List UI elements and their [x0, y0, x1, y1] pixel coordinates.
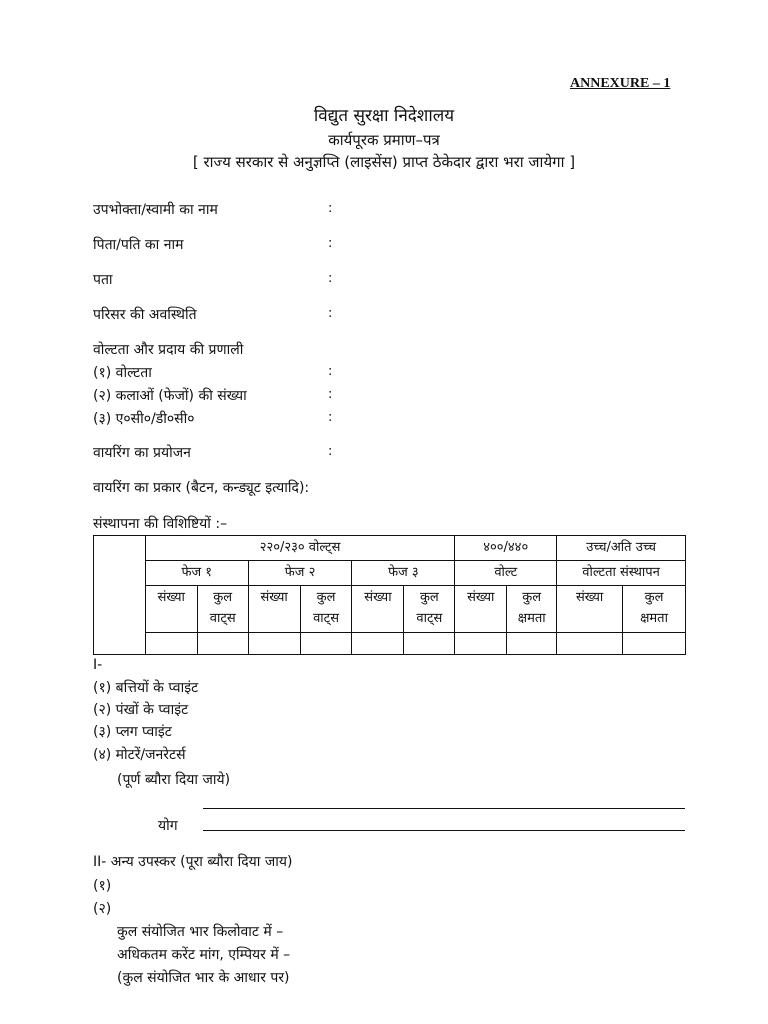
address-label: पता [93, 272, 113, 288]
section-1-detail: (पूर्ण ब्यौरा दिया जाये) [117, 772, 231, 788]
voltage-heading: वोल्टता और प्रदाय की प्रणाली [93, 342, 244, 358]
section-2-item: (१) [93, 878, 112, 894]
spec-total-watts: कुल वाट्स [404, 586, 455, 633]
spec-empty-cell [300, 633, 352, 655]
spec-col-400: ४००/४४० [455, 536, 557, 561]
page-note: [ राज्य सरकार से अनुज्ञप्ति (लाइसेंस) प्राप्त ठेकेदार द्वारा भरा जायेगा ] [192, 153, 576, 171]
spec-phase-1: फेज १ [145, 561, 248, 586]
spec-col-high-sub: वोल्टता संस्थापन [557, 561, 686, 586]
spec-phase-3: फेज ३ [352, 561, 455, 586]
colon: : [328, 236, 333, 251]
spec-count: संख्या [352, 586, 404, 633]
section-1-item: (२) पंखों के प्वाइंट [93, 702, 189, 718]
spec-count: संख्या [455, 586, 507, 633]
colon: : [328, 410, 333, 425]
spec-col-high: उच्च/अति उच्च [557, 536, 686, 561]
section-1-item: (१) बत्तियों के प्वाइंट [93, 680, 199, 696]
max-demand-label: अधिकतम करेंट मांग, एम्पियर में – [117, 947, 291, 963]
colon: : [328, 387, 333, 402]
spec-empty-cell [623, 633, 686, 655]
spec-empty-cell [404, 633, 455, 655]
spec-empty-cell [248, 633, 300, 655]
spec-total-watts: कुल वाट्स [300, 586, 352, 633]
spec-count: संख्या [145, 586, 197, 633]
spec-total-capacity: कुल क्षमता [507, 586, 557, 633]
spec-count: संख्या [557, 586, 623, 633]
total-rule [203, 808, 685, 809]
spec-empty-cell [145, 633, 197, 655]
section-1-item: (३) प्लग प्वाइंट [93, 724, 172, 740]
connected-load-label: कुल संयोजित भार किलोवाट में – [117, 924, 284, 940]
voltage-label: (१) वोल्टता [93, 365, 152, 381]
spec-col-220: २२०/२३० वोल्ट्स [145, 536, 455, 561]
colon: : [328, 306, 333, 321]
acdc-label: (३) ए०सी०/डी०सी० [93, 411, 195, 427]
page-subtitle: कार्यपूरक प्रमाण–पत्र [328, 131, 440, 149]
wiring-type-label: वायरिंग का प्रकार (बैटन, कन्ड्यूट इत्यादि): [93, 480, 310, 496]
father-name-label: पिता/पति का नाम [93, 237, 184, 253]
consumer-name-label: उपभोक्ता/स्वामी का नाम [93, 202, 218, 218]
section-2-label: II- अन्य उपस्कर (पूरा ब्यौरा दिया जाय) [93, 854, 293, 870]
spec-empty-cell [507, 633, 557, 655]
spec-total-capacity: कुल क्षमता [623, 586, 686, 633]
annexure-label: ANNEXURE – 1 [570, 76, 671, 91]
spec-empty-cell [557, 633, 623, 655]
spec-heading: संस्थापना की विशिष्टियों :– [93, 516, 228, 532]
spec-empty-cell [455, 633, 507, 655]
spec-table [93, 535, 686, 655]
phases-label: (२) कलाओं (फेजों) की संख्या [93, 388, 247, 404]
spec-total-watts: कुल वाट्स [197, 586, 248, 633]
spec-count: संख्या [248, 586, 300, 633]
spec-empty-cell [197, 633, 248, 655]
section-1-item: (४) मोटरें/जनरेटर्स [93, 747, 186, 763]
colon: : [328, 201, 333, 216]
wiring-purpose-label: वायरिंग का प्रयोजन [93, 445, 191, 461]
spec-col-400-unit: वोल्ट [455, 561, 557, 586]
spec-phase-2: फेज २ [248, 561, 352, 586]
colon: : [328, 444, 333, 459]
spec-blank-cell [94, 536, 146, 655]
section-1-label: I- [93, 657, 103, 673]
page-title: विद्युत सुरक्षा निदेशालय [313, 106, 455, 126]
total-rule [203, 830, 685, 831]
colon: : [328, 364, 333, 379]
load-basis-note: (कुल संयोजित भार के आधार पर) [117, 970, 290, 986]
total-label: योग [158, 818, 178, 834]
colon: : [328, 271, 333, 286]
premises-label: परिसर की अवस्थिति [93, 307, 197, 323]
section-2-item: (२) [93, 901, 112, 917]
spec-empty-cell [352, 633, 404, 655]
